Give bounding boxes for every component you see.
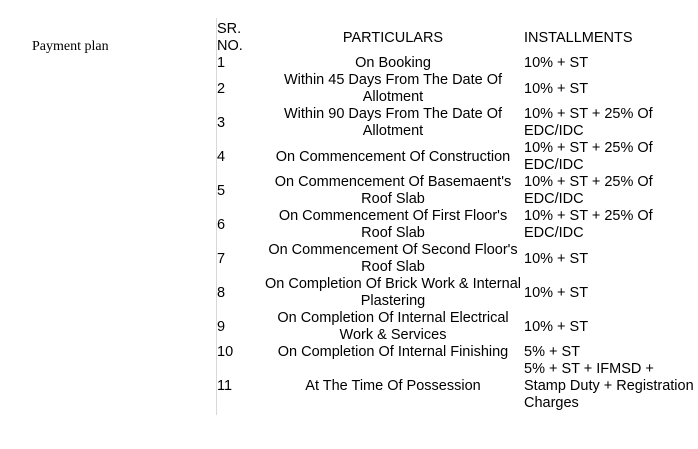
row-particulars: On Completion Of Internal Finishing bbox=[277, 344, 509, 360]
table-row bbox=[217, 174, 698, 208]
row-particulars: On Completion Of Brick Work & Internal Plastering bbox=[265, 276, 521, 309]
table-row bbox=[217, 140, 698, 174]
row-installment: 10% + ST bbox=[524, 318, 589, 335]
row-installment: 5% + ST bbox=[524, 344, 581, 360]
header-sr-no: SR. NO. bbox=[217, 21, 243, 54]
row-sr-no: 8 bbox=[217, 284, 226, 301]
row-particulars: Within 45 Days From The Date Of Allotment bbox=[283, 72, 503, 105]
row-sr-no: 11 bbox=[217, 378, 233, 394]
row-particulars: Within 90 Days From The Date Of Allotment bbox=[283, 106, 503, 139]
row-particulars: On Booking bbox=[355, 55, 431, 71]
row-installment: 10% + ST bbox=[524, 284, 589, 301]
table-row bbox=[217, 276, 698, 310]
table-row bbox=[217, 208, 698, 242]
table-row bbox=[217, 310, 698, 344]
row-sr-no: 9 bbox=[217, 318, 226, 335]
row-installment: 10% + ST bbox=[524, 55, 589, 71]
row-sr-no: 6 bbox=[217, 216, 226, 233]
row-particulars: On Commencement Of Second Floor's Roof Slab bbox=[268, 242, 518, 275]
row-sr-no: 5 bbox=[217, 182, 226, 199]
row-sr-no: 7 bbox=[217, 250, 226, 267]
row-particulars: On Commencement Of Basemaent's Roof Slab bbox=[274, 174, 512, 207]
row-installment: 5% + ST + IFMSD + Stamp Duty + Registration Charges bbox=[524, 361, 694, 411]
row-sr-no: 3 bbox=[217, 114, 226, 131]
row-particulars: On Commencement Of Construction bbox=[275, 148, 511, 165]
header-particulars: PARTICULARS bbox=[342, 29, 444, 46]
row-sr-no: 4 bbox=[217, 148, 226, 165]
row-sr-no: 1 bbox=[217, 55, 226, 71]
row-installment: 10% + ST + 25% Of EDC/IDC bbox=[524, 140, 653, 173]
table-row bbox=[217, 72, 698, 106]
header-installments: INSTALLMENTS bbox=[524, 29, 633, 46]
table-row bbox=[217, 106, 698, 140]
row-installment: 10% + ST bbox=[524, 250, 589, 267]
row-installment: 10% + ST + 25% Of EDC/IDC bbox=[524, 208, 653, 241]
table-row bbox=[217, 361, 698, 412]
row-installment: 10% + ST + 25% Of EDC/IDC bbox=[524, 106, 653, 139]
row-particulars: On Commencement Of First Floor's Roof Slab bbox=[278, 208, 508, 241]
row-sr-no: 2 bbox=[217, 80, 226, 97]
row-installment: 10% + ST + 25% Of EDC/IDC bbox=[524, 174, 653, 207]
table-row bbox=[217, 242, 698, 276]
table-header-row bbox=[217, 21, 698, 55]
row-particulars: At The Time Of Possession bbox=[305, 378, 481, 394]
table-row bbox=[217, 344, 698, 361]
payment-plan-table bbox=[217, 21, 698, 412]
row-particulars: On Completion Of Internal Electrical Work & Services bbox=[277, 310, 509, 343]
table-row bbox=[217, 55, 698, 72]
row-sr-no: 10 bbox=[217, 344, 234, 360]
row-installment: 10% + ST bbox=[524, 80, 589, 97]
payment-plan-label: Payment plan bbox=[32, 39, 109, 54]
